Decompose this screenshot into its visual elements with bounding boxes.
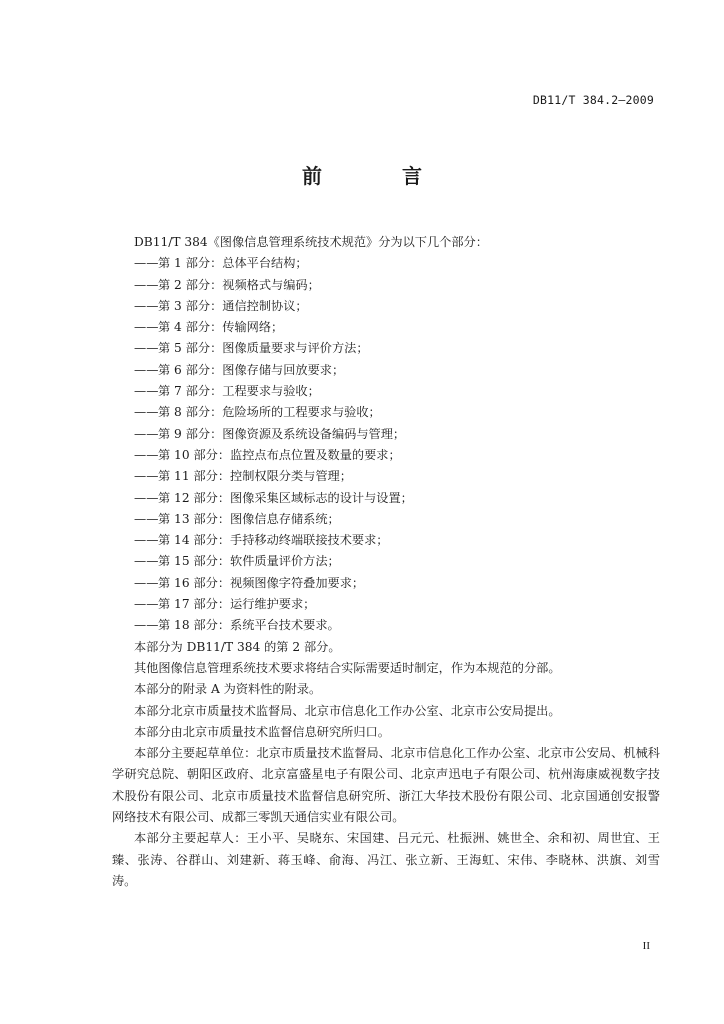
page-number: II <box>642 940 650 952</box>
list-item <box>112 573 660 594</box>
list-item <box>112 488 660 509</box>
dash-marker: —— <box>134 490 159 505</box>
dash-marker: —— <box>134 256 159 271</box>
drafters-paragraph: 本部分主要起草人：王小平、吴晓东、宋国建、吕元元、杜振洲、姚世全、余和初、周世宜、王臻、张涛、谷群山、刘建新、蒋玉峰、俞海、冯江、张立新、王海虹、宋伟、李晓林、洪旗、刘雪涛。 <box>112 831 660 888</box>
dash-marker: —— <box>134 277 159 292</box>
list-item <box>112 253 660 274</box>
intro-paragraph: DB11/T 384《图像信息管理系统技术规范》分为以下几个部分： <box>134 235 488 249</box>
list-item <box>112 317 660 338</box>
list-item <box>112 615 660 636</box>
drafting-units-paragraph: 本部分主要起草单位：北京市质量技术监督局、北京市信息化工作办公室、北京市公安局、机械科学研究总院、朝阳区政府、北京富盛星电子有限公司、北京声迅电子有限公司、杭州海康威视数字技术股份有限公司、北京市质量技术监督信息研究所、浙江大华技术股份有限公司、北京国通创安报警网络技术有限公司、成都三零凯天通信实业有限公司。 <box>112 746 660 825</box>
body-paragraph: 其他图像信息管理系统技术要求将结合实际需要适时制定，作为本规范的分部。 <box>134 660 561 675</box>
list-item <box>112 296 660 317</box>
part-text: 第 14 部分：手持移动终端联接技术要求； <box>158 533 389 548</box>
dash-marker: —— <box>134 426 159 441</box>
part-text: 第 3 部分：通信控制协议； <box>158 298 308 313</box>
part-text: 第 12 部分：图像采集区域标志的设计与设置； <box>158 490 413 505</box>
dash-marker: —— <box>134 554 159 569</box>
body-paragraph: 本部分由北京市质量技术监督信息研究所归口。 <box>134 724 390 739</box>
list-item <box>112 338 660 359</box>
list-item <box>112 594 660 615</box>
dash-marker: —— <box>134 320 159 335</box>
list-item <box>112 530 660 551</box>
list-item <box>112 424 660 445</box>
part-text: 第 7 部分：工程要求与验收； <box>158 384 320 399</box>
dash-marker: —— <box>134 511 159 526</box>
document-code: DB11/T 384.2—2009 <box>532 93 654 107</box>
part-text: 第 9 部分：图像资源及系统设备编码与管理； <box>158 426 406 441</box>
body-paragraph: 本部分北京市质量技术监督局、北京市信息化工作办公室、北京市公安局提出。 <box>134 703 561 718</box>
list-item <box>112 551 660 572</box>
dash-marker: —— <box>134 362 159 377</box>
dash-marker: —— <box>134 618 159 633</box>
part-text: 第 10 部分：监控点布点位置及数量的要求； <box>158 447 401 462</box>
document-body <box>112 232 660 892</box>
dash-marker: —— <box>134 405 159 420</box>
dash-marker: —— <box>134 384 159 399</box>
part-text: 第 17 部分：运行维护要求； <box>158 597 316 612</box>
list-item <box>112 360 660 381</box>
dash-marker: —— <box>134 469 159 484</box>
list-item <box>112 509 660 530</box>
part-text: 第 8 部分：危险场所的工程要求与验收； <box>158 405 381 420</box>
page-title: 前 言 <box>302 164 452 188</box>
part-text: 第 1 部分：总体平台结构； <box>158 256 308 271</box>
dash-marker: —— <box>134 597 159 612</box>
body-paragraph: 本部分为 DB11/T 384 的第 2 部分。 <box>134 639 341 654</box>
dash-marker: —— <box>134 575 159 590</box>
part-text: 第 6 部分：图像存储与回放要求； <box>158 362 345 377</box>
list-item <box>112 275 660 296</box>
part-text: 第 18 部分：系统平台技术要求。 <box>158 618 340 633</box>
body-paragraph: 本部分的附录 A 为资料性的附录。 <box>134 682 322 697</box>
list-item <box>112 402 660 423</box>
part-text: 第 11 部分：控制权限分类与管理； <box>158 469 352 484</box>
part-text: 第 13 部分：图像信息存储系统； <box>158 511 340 526</box>
list-item <box>112 445 660 466</box>
part-text: 第 5 部分：图像质量要求与评价方法； <box>158 341 369 356</box>
parts-list <box>112 253 660 636</box>
dash-marker: —— <box>134 298 159 313</box>
list-item <box>112 381 660 402</box>
dash-marker: —— <box>134 447 159 462</box>
dash-marker: —— <box>134 341 159 356</box>
dash-marker: —— <box>134 533 159 548</box>
part-text: 第 4 部分：传输网络； <box>158 320 284 335</box>
list-item <box>112 466 660 487</box>
part-text: 第 15 部分：软件质量评价方法； <box>158 554 340 569</box>
part-text: 第 16 部分：视频图像字符叠加要求； <box>158 575 365 590</box>
part-text: 第 2 部分：视频格式与编码； <box>158 277 320 292</box>
